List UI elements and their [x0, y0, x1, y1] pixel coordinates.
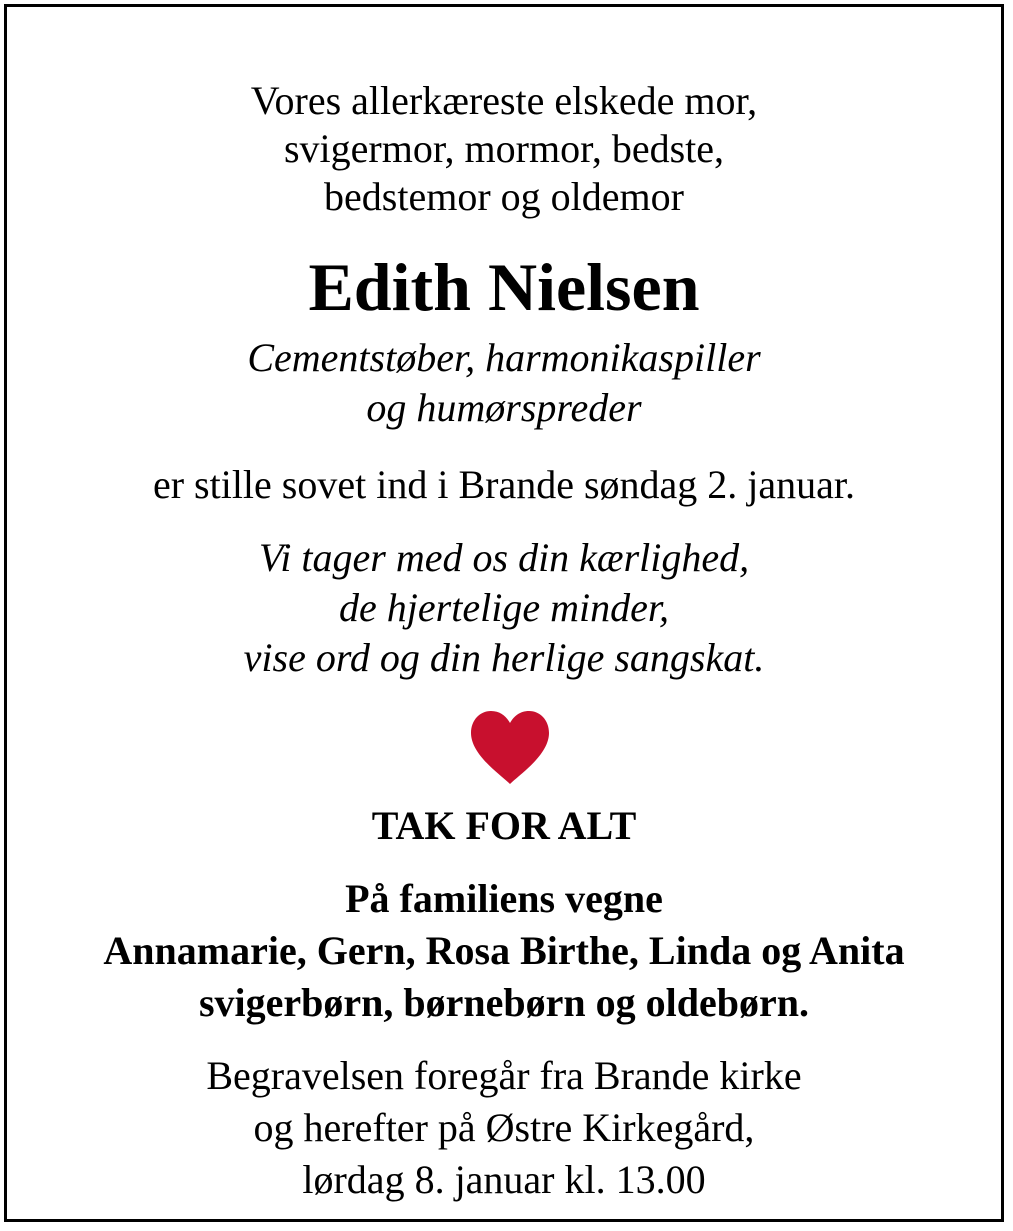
heart-icon: [471, 711, 549, 785]
memorial-verse: [7, 533, 1001, 683]
intro-text: [7, 77, 1001, 221]
family-line: svigerbørn, børnebørn og oldebørn.: [198, 980, 810, 1025]
obituary-frame: [4, 4, 1004, 1222]
intro-line: Vores allerkæreste elskede mor,: [250, 78, 758, 123]
passing-notice: er stille sovet ind i Brande søndag 2. januar.: [152, 462, 856, 507]
funeral-details: [7, 1050, 1001, 1206]
family-line: Annamarie, Gern, Rosa Birthe, Linda og Anita: [103, 928, 905, 973]
verse-line: vise ord og din herlige sangskat.: [243, 635, 765, 680]
intro-line: bedstemor og oldemor: [324, 174, 684, 219]
title-line: Cementstøber, harmonikaspiller: [247, 335, 761, 380]
funeral-line: lørdag 8. januar kl. 13.00: [302, 1157, 706, 1202]
funeral-line: Begravelsen foregår fra Brande kirke: [206, 1053, 802, 1098]
obituary-content: [7, 7, 1001, 1219]
intro-line: svigermor, mormor, bedste,: [283, 126, 725, 171]
family-line: På familiens vegne: [345, 876, 663, 921]
verse-line: de hjertelige minder,: [339, 585, 669, 630]
deceased-name: Edith Nielsen: [308, 249, 700, 325]
funeral-line: og herefter på Østre Kirkegård,: [253, 1105, 755, 1150]
family-signature: [7, 873, 1001, 1029]
title-line: og humørspreder: [366, 385, 642, 430]
deceased-titles: [7, 333, 1001, 433]
verse-line: Vi tager med os din kærlighed,: [258, 535, 750, 580]
thanks-heading: TAK FOR ALT: [371, 803, 637, 848]
